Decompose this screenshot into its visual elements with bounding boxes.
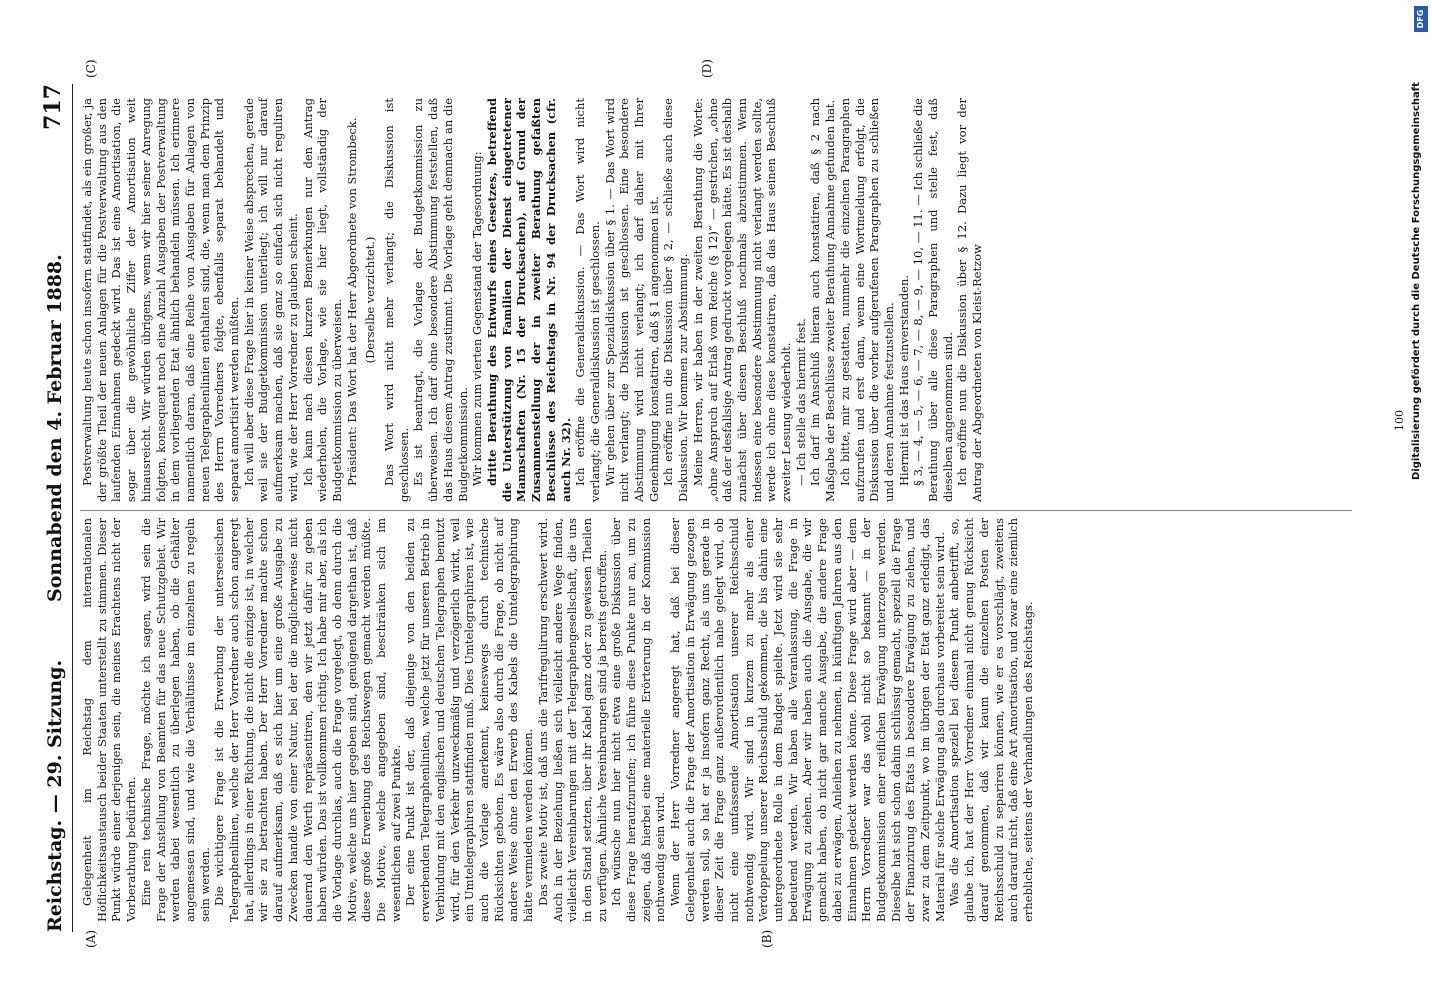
agenda-item: dritte Berathung des Entwurfs eines Gesetzes, betreffend die Unterstützung von Familien der Dienst eingetretener Mannschaften (Nr. 15 der Drucksachen), auf Grund der Zusammenstellung der in zweiter Berathung gefaßten Beschlüsse des Reichstags in Nr. 94 der Drucksachen (cfr. auch Nr. 32).: [484, 98, 573, 502]
footer-number: 100: [1393, 410, 1406, 431]
paragraph: Das Wort wird nicht mehr verlangt; die Diskussion ist geschlossen.: [382, 98, 411, 502]
page-header: [40, 84, 70, 932]
paragraph: Eine rein technische Frage, möchte ich sagen, wird sein die Frage der Anstellung von Beamten für das neue Schutzgebiet. Wir werden dabei wesentlich zu überlegen haben, ob die Gehälter angemessen sind, und wie die Verhältnisse im einzelnen zu regeln sein werden.: [138, 518, 212, 922]
paragraph: Was die Amortisation speziell bei diesem Punkt anbetrifft, so, glaube ich, hat der Herr Vorredner einmal nicht genug Rücksicht darauf genommen, daß wir kaum die einzelnen Posten der Reichsschuld zu separiren können, wie er es vorschlägt, zweitens auch darauf nicht, daß eine Art Amortisation, und zwar eine ziemlich erhebliche, seitens der Verhandlungen des Reichstags.: [947, 518, 1035, 922]
paragraph: Wir gehen über zur Spezialdiskussion über § 1. — Das Wort wird nicht verlangt; die Diskussion ist geschlossen. Eine besondere Abstimmung wird nicht verlangt; ich darf daher mit Ihrer Genehmigung konstatiren, daß § 1 angenommen ist.: [602, 98, 661, 502]
paragraph: Ich kann nach diesen kurzen Bemerkungen nur den Antrag wiederholen, die Vorlage, wie sie hier liegt, vollständig der Budgetkommission zu überweisen.: [300, 98, 344, 502]
header-session: Reichstag. — 29. Sitzung.: [44, 659, 66, 932]
paragraph: Meine Herren, wir haben in der zweiten Berathung die Worte: „ohne Anspruch auf Erlaß vom Reiche (§ 12)“ — gestrichen, „ohne daß der desfallsige Antrag gedruckt vorgelegen hätte. Es ist deshalb zunächst über diesen Beschluß nochmals abzustimmen. Wenn indessen eine besondere Abstimmung nicht verlangt werden sollte, werde ich ohne diese konstatiren, daß das Haus seinen Beschluß zweiter Lesung wiederholt.: [690, 98, 794, 502]
paragraph: Ich will aber diese Frage hier in keiner Weise absprechen, gerade weil sie der Budgetkommission unterliegt; ich will nur darauf aufmerksam machen, daß sie ganz so einfach sich nicht reguliren wird, wie der Herr Vorredner zu glauben scheint.: [241, 98, 300, 502]
speaker-paragraph: Präsident: Das Wort hat der Herr Abgeordnete von Strombeck.: [344, 117, 359, 486]
scan-credit: Digitalisierung gefördert durch die Deutsche Forschungsgemeinschaft: [1411, 82, 1422, 480]
column-divider: [80, 510, 1352, 511]
paragraph: Die wichtigere Frage ist die Erwerbung der unterseeischen Telegraphenlinien, welche der Herr Vorredner auch schon angeregt hat, allerdings in einer Richtung, die nicht die einzige ist, in welcher wir sie zu betrachten haben. Der Herr Vorredner machte schon darauf aufmerksam, daß es sich hier um eine große Ausgabe zu Zwecken handle von einer Natur, bei der die möglicherweise nicht dauernd den Werth repräsentiren, den wir jetzt dafür zu geben haben würden. Das ist vollkommen richtig. Ich habe mir aber, als ich die Vorlage durchlas, auch die Frage vorgelegt, ob denn durch die Motive, welche uns hier gegeben sind, genügend dargethan ist, daß diese große Erwerbung des Reichswegen gemacht werden müßte. Die Motive, welche angegeben sind, beschränken sich im wesentlichen auf zwei Punkte.: [212, 518, 403, 922]
marker-a: (A): [84, 929, 98, 948]
marker-d: (D): [700, 59, 714, 78]
paragraph: Ich eröffne nun die Diskussion über § 12. Dazu liegt vor der Antrag der Abgeordneten von Kleist-Retzow: [955, 98, 985, 502]
right-column: [80, 98, 985, 502]
marker-b: (B): [760, 929, 774, 948]
stage-note: (Derselbe verzichtet.): [363, 236, 378, 364]
dfg-logo: DFG: [1414, 6, 1428, 32]
paragraph: Der eine Punkt ist der, daß diejenige von den beiden zu erwerbenden Telegraphenlinien, welche jetzt für unseren Betrieb in Verbindung mit den englischen und deutschen Telegraphen benutzt wird, für den Verkehr unzweckmäßig und verzögerlich wirkt, weil ein Umtelegraphiren stattfinden muß. Dies Umtelegraphiren ist, wie auch die Vorlage anerkennt, keineswegs durch technische Rücksichten geboten. Es wäre also durch die Frage, ob nicht auf andere Weise ohne den Erwerb des Kabels die Umtelegraphirung hätte vermieden werden können.: [403, 518, 536, 922]
page-number: 717: [40, 84, 66, 130]
paragraph: Ich eröffne nun die Diskussion über § 2, — schließe auch diese Diskussion. Wir kommen zur Abstimmung.: [661, 98, 691, 502]
paragraph: Das zweite Motiv ist, daß uns die Tarifregulirung erschwert wird. Auch in der Beziehung ließen sich vielleicht andere Wege finden, vielleicht Vereinbarungen mit der Telegraphengesellschaft, die uns in den Stand setzten, über ihr Kabel ganz oder zu gewissen Theilen zu verfügen. Ähnliche Vereinbarungen sind ja bereits getroffen.: [535, 518, 609, 922]
paragraph: — Ich stelle das hiermit fest.: [793, 318, 808, 486]
left-column: [80, 518, 1036, 922]
paragraph: Hiermit ist das Haus einverstanden.: [896, 274, 911, 486]
paragraph: Postverwaltung heute schon insofern stattfindet, als ein großer, ja der größte Theil der neuen Anlagen für die Postverwaltung aus den laufenden Einnahmen gedeckt wird. Das ist eine Amortisation, die sogar über die gewöhnliche Ziffer der Amortisation weit hinausreicht. Wir würden übrigens, wenn wir hier seiner Anregung folgten, konsequent noch eine Anzahl Ausgaben der Postverwaltung in dem vorliegenden Etat ähnlich behandeln müssen. Ich erinnere namentlich daran, daß eine Reihe von Ausgaben für Anlagen von neuen Telegraphenlinien enthalten sind, die, wenn man dem Prinzip des Herrn Vorredners folgte, ebenfalls separat behandelt und separat amortisirt werden müßten.: [80, 98, 242, 502]
header-rule: [72, 84, 73, 932]
paragraph: Ich bitte, mir zu gestatten, nunmehr die einzelnen Paragraphen aufzurufen und erst dann, wenn eine Wortmeldung erfolgt, die Diskussion über die vorher aufgerufenen Paragraphen zu schließen und deren Annahme festzustellen.: [837, 98, 896, 502]
paragraph: Wenn der Herr Vorredner angeregt hat, daß bei dieser Gelegenheit auch die Frage der Amortisation in Erwägung gezogen werden soll, so hat er ja insofern ganz Recht, als uns gerade in dieser Zeit die Frage ganz außerordentlich nahe gelegt wird, ob nicht eine umfassende Amortisation unserer Reichsschuld nothwendig wird. Wir sind in kurzem zu mehr als einer Verdoppelung unserer Reichsschuld gekommen, die bis dahin eine untergeordnete Rolle in dem Budget spielte. Jetzt wird sie sehr bedeutend werden. Wir haben alle Veranlassung, die Frage in Erwägung zu ziehen. Aber wir haben auch die Ausgabe, die wir gemacht haben, ob nicht gar manche Ausgabe, die andere Frage dabei zu erwägen, Anleihen zu nehmen, in künftigen Jahren aus den Einnahmen gedeckt werden könne. Diese Frage wird aber — dem Herrn Vorredner war das wohl nicht so bekannt — in der Budgetkommission einer reiflichen Erwägung unterzogen werden. Dieselbe hat sich schon dahin schlüssig gemacht, speziell die Frage der Finanzirung des Etats in besondere Erwägung zu ziehen, und zwar zu dem Zeitpunkt, wo im übrigen der Etat ganz erledigt, das Material für solche Erwägung also durchaus vorbereitet sein wird.: [668, 518, 947, 922]
paragraph: Ich eröffne die Generaldiskussion. — Das Wort wird nicht verlangt; die Generaldiskussion ist geschlossen.: [573, 98, 602, 502]
header-date: Sonnabend den 4. Februar 1888.: [44, 254, 66, 602]
paragraph: Es ist beantragt, die Vorlage der Budgetkommission zu überweisen. Ich darf ohne besondere Abstimmung feststellen, daß das Haus diesem Antrag zustimmt. Die Vorlage geht demnach an die Budgetkommission.: [411, 98, 470, 502]
paragraph: Wir kommen zum vierten Gegenstand der Tagesordnung:: [470, 151, 485, 486]
paragraph: Ich wünsche nun hier nicht etwa eine große Diskussion über diese Frage heraufzurufen; ich führe diese Punkte nur an, um zu zeigen, daß hierbei eine materielle Erörterung in der Kommission nothwendig sein wird.: [609, 518, 668, 922]
paragraph: § 3, — 4, — 5, — 6, — 7, — 8, — 9, — 10, — 11. — Ich schließe die Berathung über alle diese Paragraphen und stelle fest, daß dieselben angenommen sind.: [911, 98, 955, 502]
marker-c: (C): [84, 59, 98, 78]
paragraph: Ich darf im Anschluß hieran auch konstatiren, daß § 2 nach Maßgabe der Beschlüsse zweiter Berathung Annahme gefunden hat.: [808, 98, 838, 502]
paragraph: Gelegenheit im Reichstag dem internationalen Höflichkeitsaustausch beider Staaten unterstellt zu stimmen. Dieser Punkt würde einer derjenigen sein, die meines Erachtens nicht der Vorberathung bedürften.: [80, 518, 139, 922]
